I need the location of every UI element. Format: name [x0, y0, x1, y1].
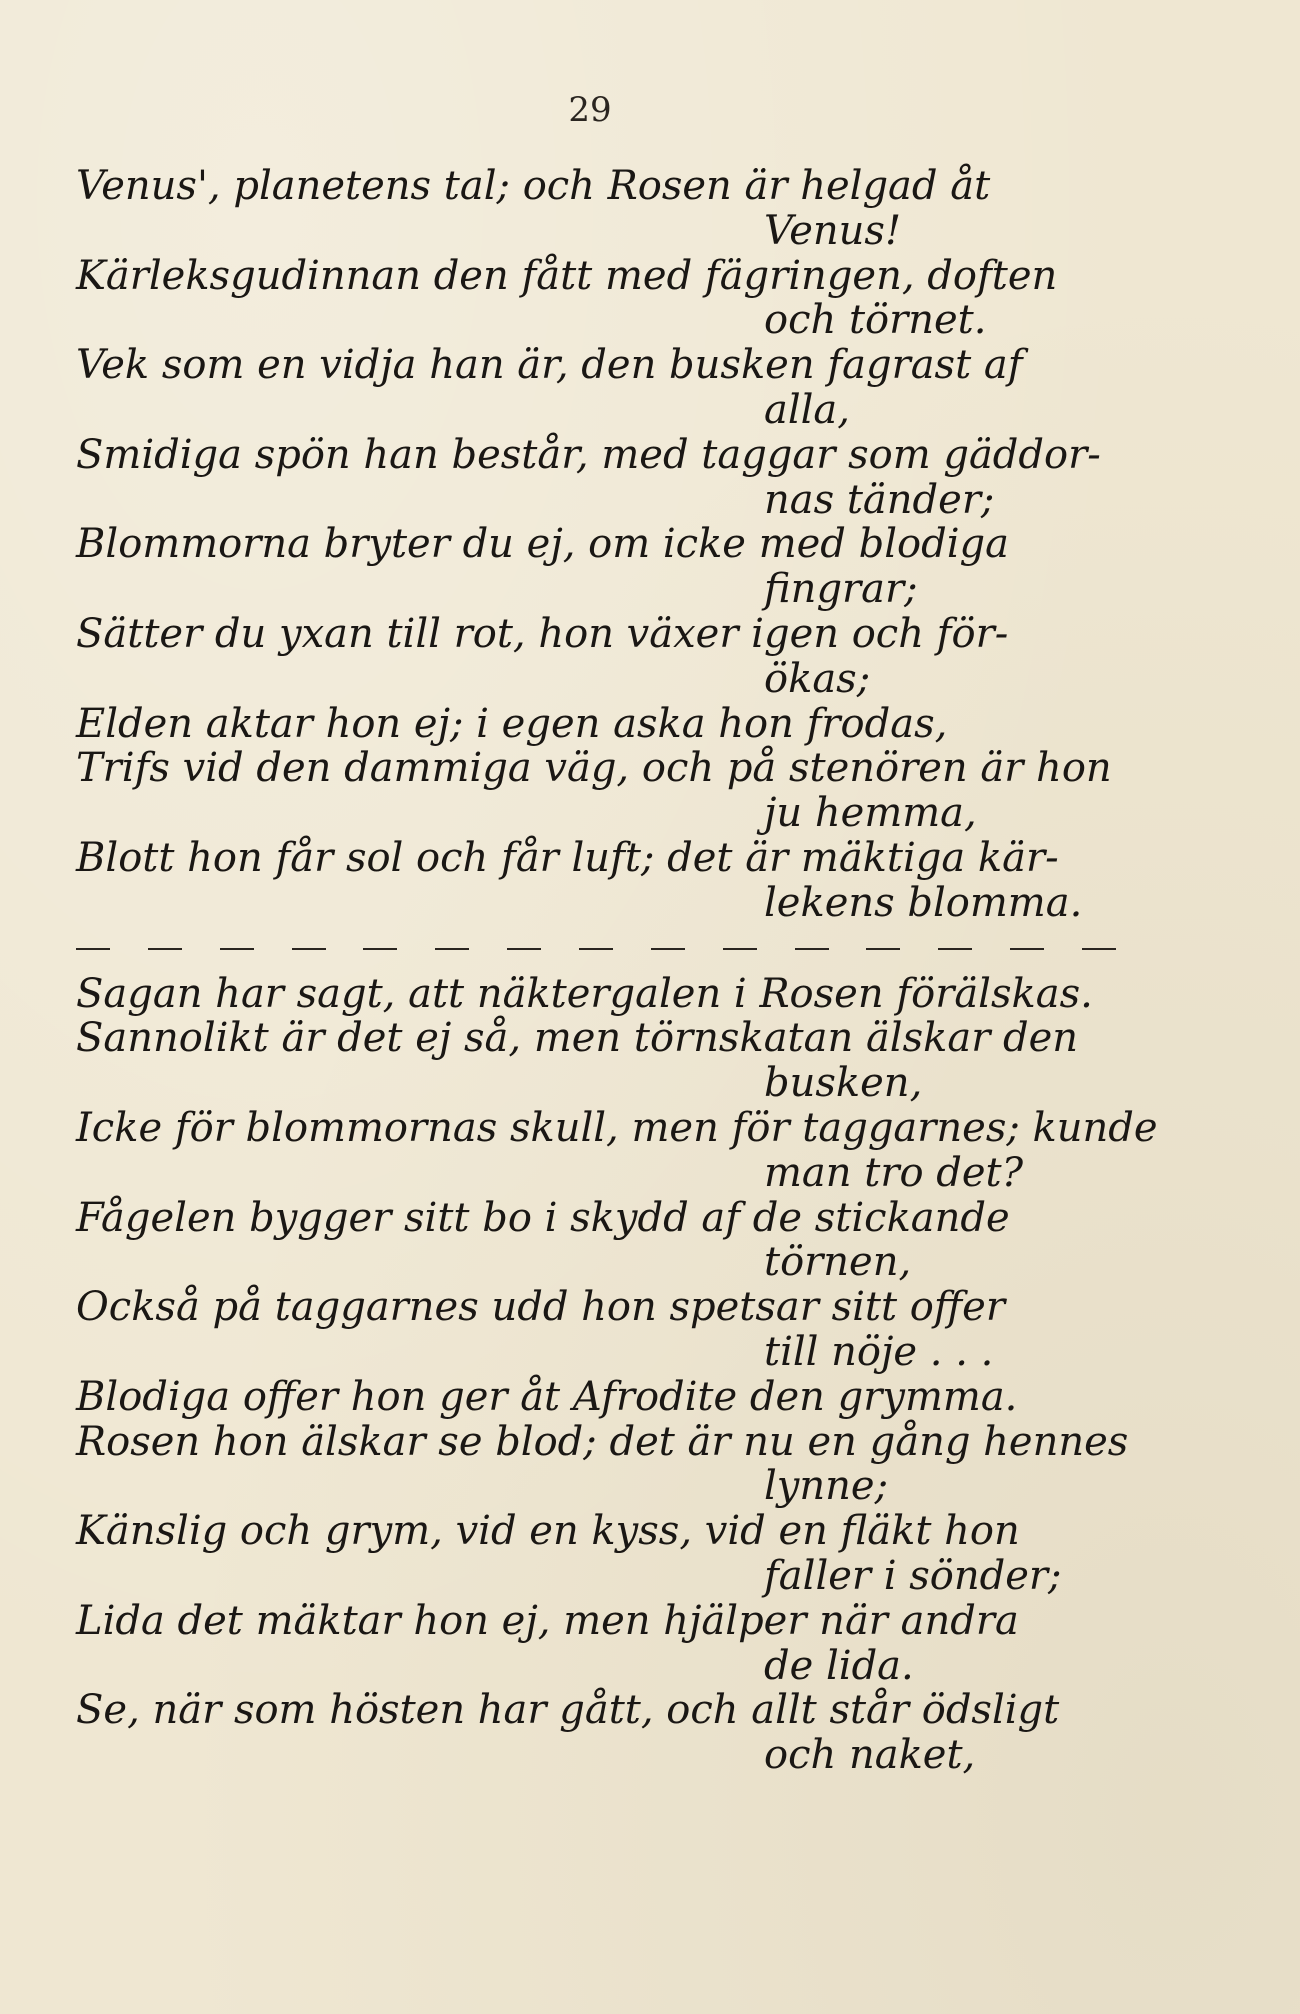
poem-line-continuation: till nöje . . . [764, 1328, 994, 1375]
divider-dash [507, 948, 541, 950]
poem-line: Sätter du yxan till rot, hon växer igen och för- [76, 610, 1009, 657]
poem-line: Blommorna bryter du ej, om icke med blodiga [76, 521, 1009, 568]
poem-line-continuation: lynne; [764, 1463, 889, 1510]
divider-dash [1082, 948, 1116, 950]
poem-line-continuation: nas tänder; [764, 476, 995, 523]
poem-text [76, 163, 1158, 1779]
poem-line: Trifs vid den dammiga väg, och på stenören är hon [76, 745, 1112, 792]
divider-dash [651, 948, 685, 950]
poem-line: Vek som en vidja han är, den busken fagrast af [76, 342, 1023, 389]
stanza-1 [76, 164, 1116, 926]
poem-line-continuation: Venus! [764, 207, 902, 254]
stanza-2 [76, 970, 1158, 1779]
divider-dash [363, 948, 397, 950]
divider-dash [220, 948, 254, 950]
poem-line: Sagan har sagt, att näktergalen i Rosen förälskas. [76, 970, 1093, 1017]
poem-line-continuation: alla, [764, 386, 850, 433]
poem-line: Känslig och grym, vid en kyss, vid en fläkt hon [76, 1508, 1020, 1555]
poem-line-continuation: ju hemma, [764, 790, 977, 837]
poem-line-continuation: törnen, [764, 1239, 912, 1286]
poem-line: Smidiga spön han består, med taggar som gäddor- [76, 431, 1101, 478]
divider-dash [76, 948, 110, 950]
poem-line: Också på taggarnes udd hon spetsar sitt offer [76, 1284, 1005, 1331]
poem-line: Sannolikt är det ej så, men törnskatan älskar den [76, 1015, 1079, 1062]
poem-line: Elden aktar hon ej; i egen aska hon frodas, [76, 700, 948, 747]
poem-line: Kärleksgudinnan den fått med fägringen, doften [76, 252, 1058, 299]
divider-dash [938, 948, 972, 950]
divider-dash [1010, 948, 1044, 950]
poem-line-continuation: de lida. [764, 1642, 914, 1689]
poem-line: Blodiga offer hon ger åt Afrodite den grymma. [76, 1373, 1018, 1420]
poem-line: Venus', planetens tal; och Rosen är helgad åt [76, 163, 991, 209]
section-divider [76, 926, 1116, 970]
poem-line-continuation: lekens blomma. [764, 879, 1083, 926]
poem-line-continuation: fingrar; [764, 566, 918, 613]
divider-dash [292, 948, 326, 950]
poem-line: Lida det mäktar hon ej, men hjälper när andra [76, 1597, 1019, 1644]
poem-line-continuation: faller i sönder; [764, 1552, 1062, 1599]
divider-dash [148, 948, 182, 950]
poem-line: Rosen hon älskar se blod; det är nu en gång hennes [76, 1418, 1129, 1465]
poem-line: Blott hon får sol och får luft; det är mäktiga kär- [76, 834, 1059, 881]
poem-line-continuation: busken, [764, 1060, 923, 1107]
poem-line-continuation: och naket, [764, 1732, 976, 1779]
poem-line: Icke för blommornas skull, men för taggarnes; kunde [76, 1104, 1158, 1151]
poem-line: Se, när som hösten har gått, och allt står ödsligt [76, 1687, 1060, 1734]
poem-line-continuation: man tro det? [764, 1149, 1024, 1196]
divider-dash [579, 948, 613, 950]
poem-line-continuation: och törnet. [764, 297, 987, 344]
page-number: 29 [568, 90, 612, 130]
divider-dash [795, 948, 829, 950]
divider-dash [866, 948, 900, 950]
poem-line: Fågelen bygger sitt bo i skydd af de stickande [76, 1194, 1010, 1241]
divider-dash [723, 948, 757, 950]
poem-line-continuation: ökas; [764, 655, 871, 702]
divider-dash [435, 948, 469, 950]
